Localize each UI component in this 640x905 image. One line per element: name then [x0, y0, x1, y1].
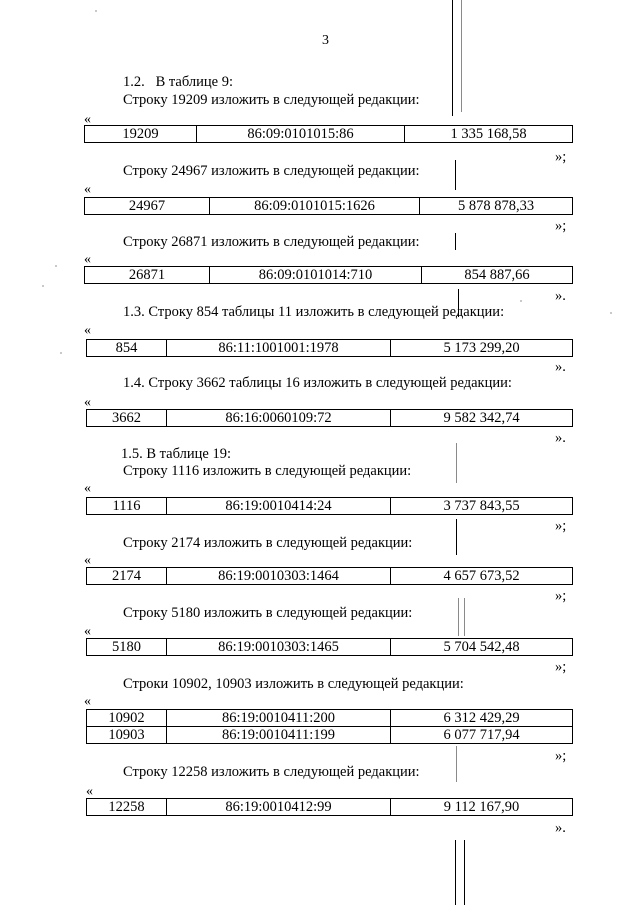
- table-row: 10903 86:19:0010411:199 6 077 717,94: [87, 727, 573, 744]
- quote-close: »;: [555, 659, 567, 675]
- quote-open: «: [84, 481, 91, 496]
- quote-close: ».: [555, 430, 566, 446]
- table-row: 854 86:11:1001001:1978 5 173 299,20: [86, 339, 573, 357]
- scan-line: [464, 598, 465, 636]
- quote-close: ».: [555, 359, 566, 375]
- scan-line: [455, 160, 456, 190]
- instruction-text: Строку 19209 изложить в следующей редакции:: [123, 92, 420, 108]
- quote-open: «: [86, 784, 93, 799]
- quote-close: »;: [555, 218, 567, 234]
- scan-line: [456, 519, 457, 555]
- instruction-text: 1.3. Строку 854 таблицы 11 изложить в следующей редакции:: [123, 304, 505, 320]
- quote-open: «: [84, 112, 91, 127]
- quote-close: »;: [555, 149, 567, 165]
- instruction-text: Строку 24967 изложить в следующей редакции:: [123, 163, 420, 179]
- table-row: 3662 86:16:0060109:72 9 582 342,74: [86, 409, 573, 427]
- scan-line: [464, 840, 465, 905]
- scan-line: [455, 233, 456, 250]
- table-row: 12258 86:19:0010412:99 9 112 167,90: [86, 798, 573, 816]
- instruction-text: Строки 10902, 10903 изложить в следующей редакции:: [123, 676, 464, 692]
- section-heading: 1.5. В таблице 19:: [121, 446, 231, 462]
- table-row: 26871 86:09:0101014:710 854 887,66: [84, 266, 573, 284]
- quote-open: «: [84, 182, 91, 197]
- quote-open: «: [84, 252, 91, 267]
- scan-line: [456, 443, 457, 483]
- table-row: 5180 86:19:0010303:1465 5 704 542,48: [86, 638, 573, 656]
- instruction-text: Строку 26871 изложить в следующей редакции:: [123, 234, 420, 250]
- quote-close: ».: [555, 288, 566, 304]
- section-heading: 1.2. В таблице 9:: [123, 74, 233, 90]
- scan-line: [452, 0, 453, 116]
- instruction-text: Строку 5180 изложить в следующей редакции:: [123, 605, 413, 621]
- page-number: 3: [322, 33, 329, 48]
- instruction-text: 1.4. Строку 3662 таблицы 16 изложить в следующей редакции:: [123, 375, 512, 391]
- quote-open: «: [84, 624, 91, 639]
- quote-close: »;: [555, 748, 567, 764]
- table-row: 2174 86:19:0010303:1464 4 657 673,52: [86, 567, 573, 585]
- quote-open: «: [84, 553, 91, 568]
- table-row: 1116 86:19:0010414:24 3 737 843,55: [86, 497, 573, 515]
- quote-close: ».: [555, 820, 566, 836]
- table-rows: [86, 709, 573, 744]
- quote-open: «: [84, 395, 91, 410]
- table-row: 24967 86:09:0101015:1626 5 878 878,33: [84, 197, 573, 215]
- quote-close: »;: [555, 518, 567, 534]
- instruction-text: Строку 12258 изложить в следующей редакции:: [123, 764, 420, 780]
- quote-open: «: [84, 694, 91, 709]
- scan-line: [458, 598, 459, 636]
- scan-line: [455, 840, 456, 905]
- table-row: 19209 86:09:0101015:86 1 335 168,58: [84, 125, 573, 143]
- scan-line: [456, 746, 457, 782]
- scan-line: [461, 0, 462, 112]
- quote-open: «: [84, 323, 91, 338]
- quote-close: »;: [555, 588, 567, 604]
- table-row: 10902 86:19:0010411:200 6 312 429,29: [87, 710, 573, 727]
- instruction-text: Строку 1116 изложить в следующей редакции:: [123, 463, 412, 479]
- instruction-text: Строку 2174 изложить в следующей редакции:: [123, 535, 413, 551]
